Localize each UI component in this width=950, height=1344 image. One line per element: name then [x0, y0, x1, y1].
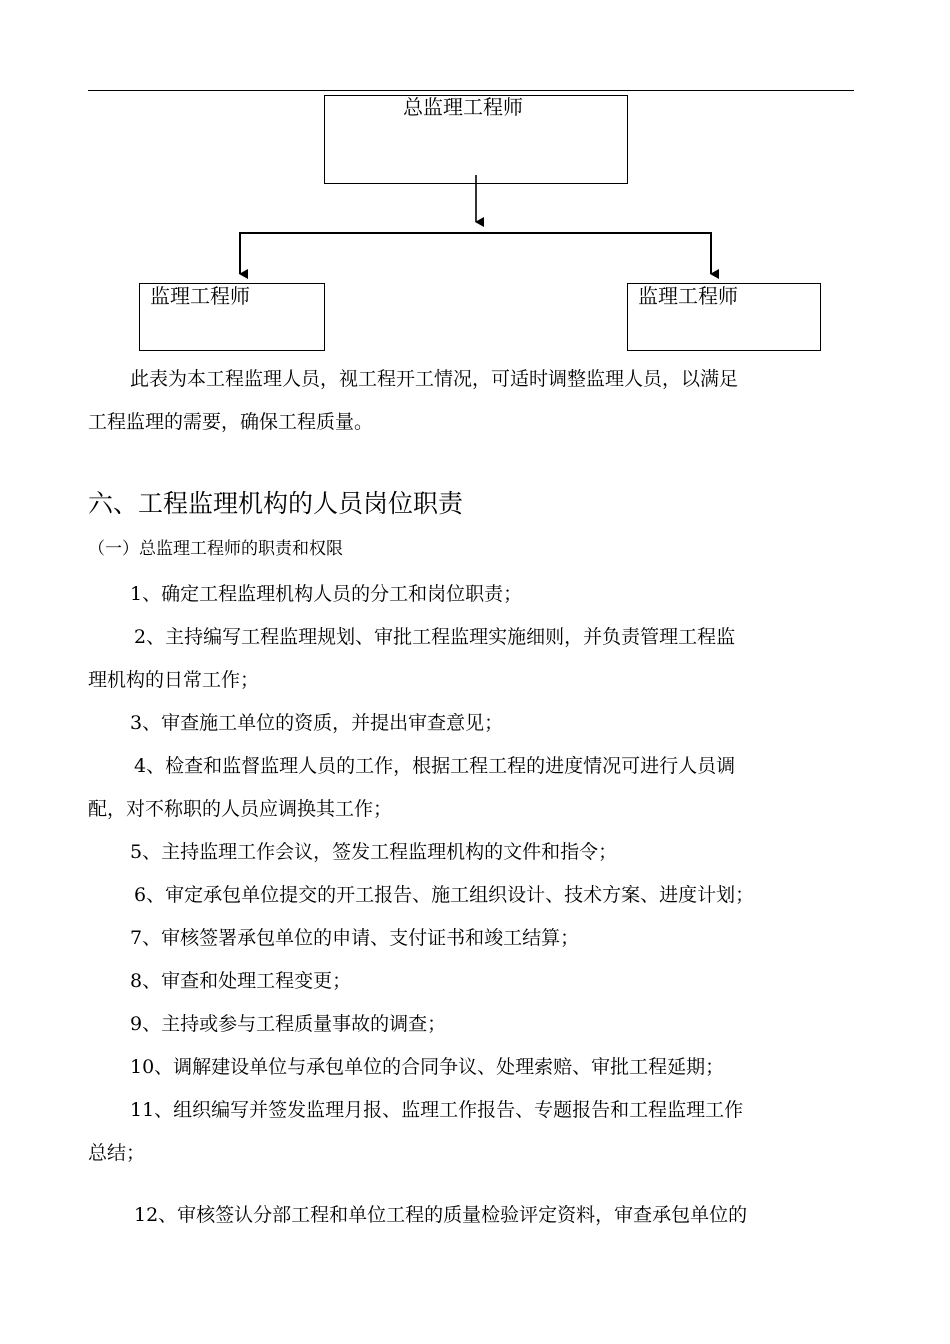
list-item-12: 12、审核签认分部工程和单位工程的质量检验评定资料，审查承包单位的	[134, 1204, 748, 1226]
engineer-label-right: 监理工程师	[638, 284, 738, 308]
header-rule	[88, 90, 854, 91]
list-item-11-cont: 总结；	[88, 1142, 146, 1164]
subsection-title: （一）总监理工程师的职责和权限	[88, 539, 343, 559]
list-item-10: 10、调解建设单位与承包单位的合同争议、处理索赔、审批工程延期；	[130, 1056, 725, 1078]
engineer-box-left	[139, 283, 325, 351]
engineer-box-right	[627, 283, 821, 351]
engineer-label-left: 监理工程师	[150, 284, 250, 308]
list-item-6: 6、审定承包单位提交的开工报告、施工组织设计、技术方案、进度计划；	[134, 884, 755, 906]
list-item-7: 7、审核签署承包单位的申请、支付证书和竣工结算；	[130, 927, 580, 949]
list-item-4: 4、检查和监督监理人员的工作，根据工程工程的进度情况可进行人员调	[134, 755, 736, 777]
list-item-1: 1、确定工程监理机构人员的分工和岗位职责；	[130, 583, 523, 605]
chief-engineer-box	[324, 95, 628, 184]
list-item-8: 8、审查和处理工程变更；	[130, 970, 352, 992]
list-item-9: 9、主持或参与工程质量事故的调查；	[130, 1013, 447, 1035]
list-item-3: 3、审查施工单位的资质，并提出审查意见；	[130, 712, 504, 734]
intro-line-1: 此表为本工程监理人员，视工程开工情况，可适时调整监理人员，以满足	[130, 368, 739, 390]
list-item-5: 5、主持监理工作会议，签发工程监理机构的文件和指令；	[130, 841, 618, 863]
list-item-4-cont: 配，对不称职的人员应调换其工作；	[88, 798, 393, 820]
section-title: 六、工程监理机构的人员岗位职责	[88, 489, 464, 518]
list-item-2: 2、主持编写工程监理规划、审批工程监理实施细则，并负责管理工程监	[134, 626, 736, 648]
list-item-2-cont: 理机构的日常工作；	[88, 669, 260, 691]
list-item-11: 11、组织编写并签发监理月报、监理工作报告、专题报告和工程监理工作	[130, 1099, 744, 1121]
intro-line-2: 工程监理的需要，确保工程质量。	[88, 411, 374, 433]
chief-engineer-label: 总监理工程师	[403, 95, 523, 119]
